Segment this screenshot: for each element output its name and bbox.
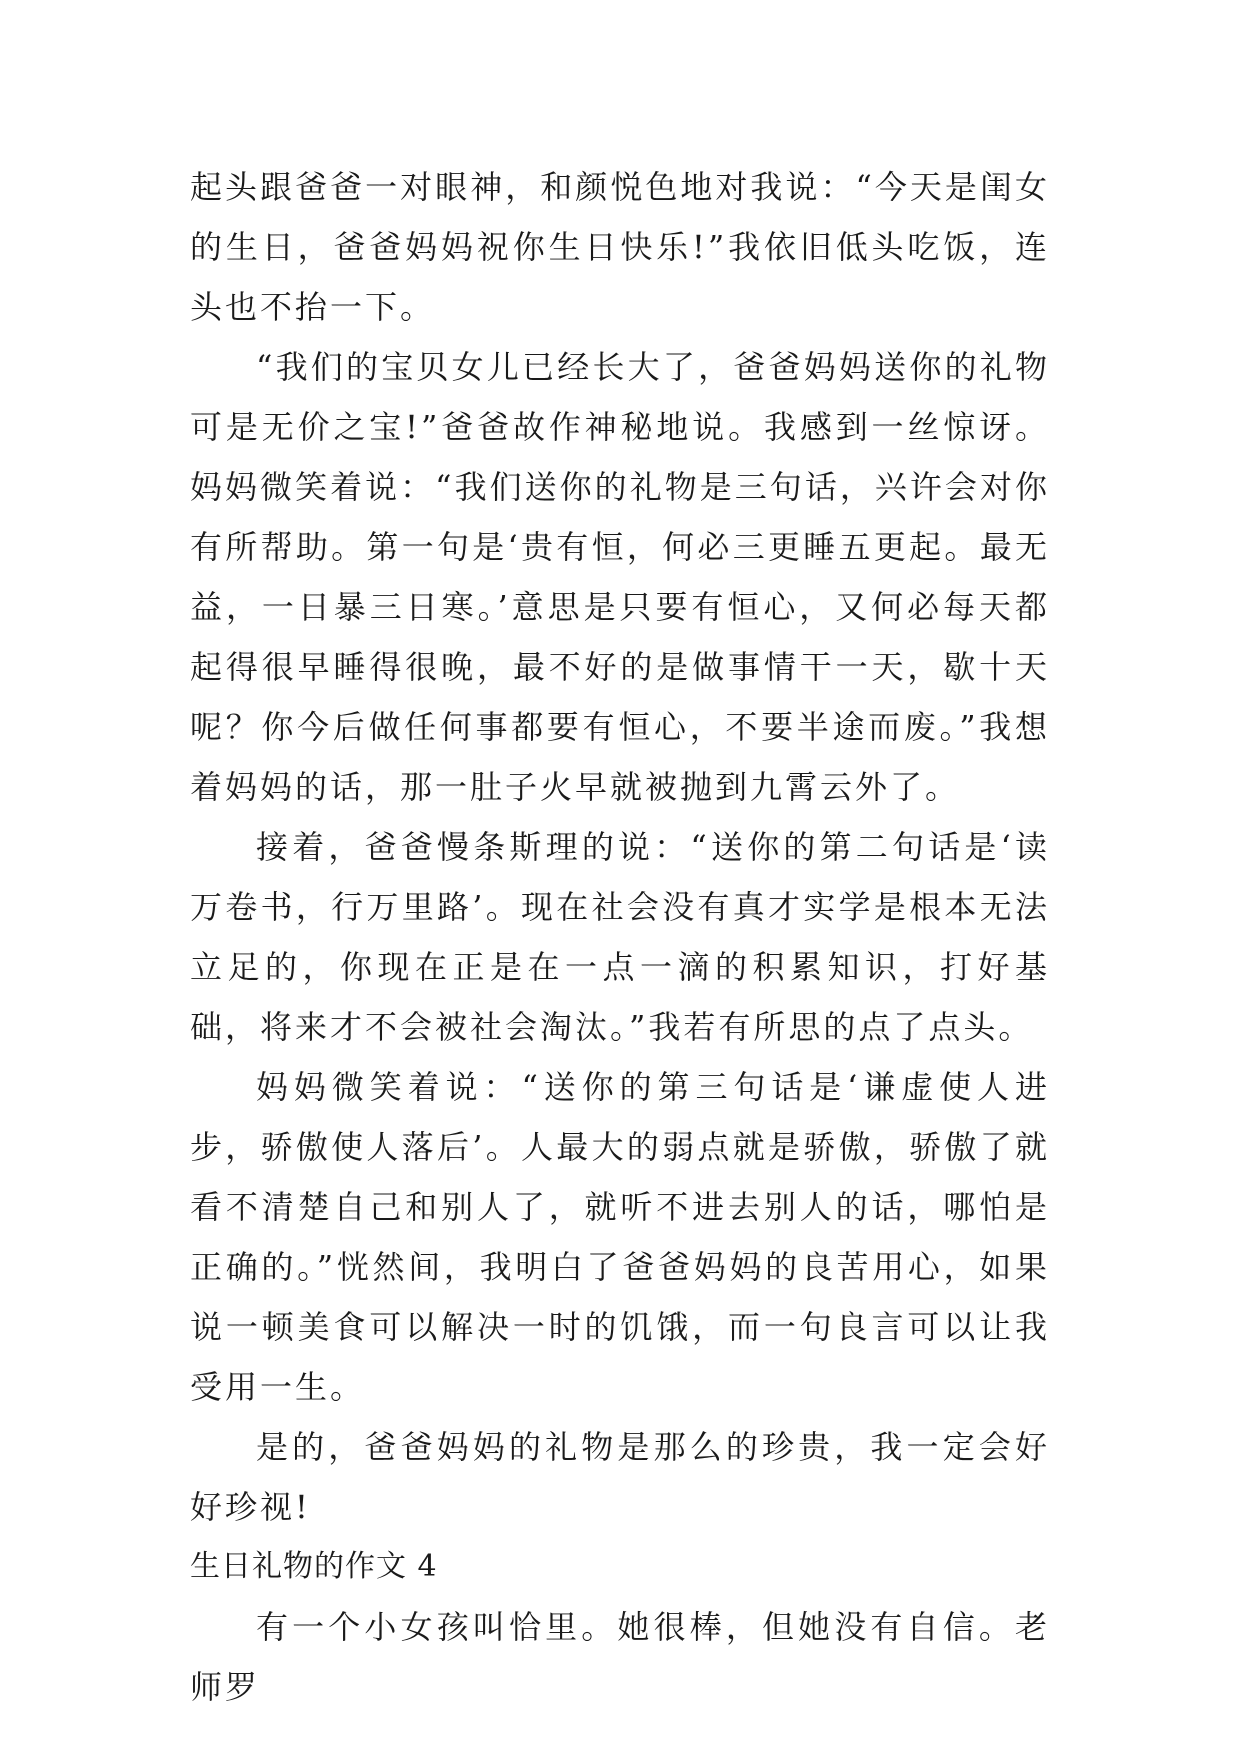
document-body	[190, 157, 1050, 1717]
paragraph-continued: 起头跟爸爸一对眼神，和颜悦色地对我说：“今天是闺女的生日，爸爸妈妈祝你生日快乐!”我依旧低头吃饭，连头也不抬一下。	[190, 168, 1050, 326]
paragraph-third-saying: 妈妈微笑着说：“送你的第三句话是‘谦虚使人进步，骄傲使人落后’。人最大的弱点就是骄傲，骄傲了就看不清楚自己和别人了，就听不进去别人的话，哪怕是正确的。”恍然间，我明白了爸爸妈妈的良苦用心，如果说一顿美食可以解决一时的饥饿，而一句良言可以让我受用一生。	[190, 1068, 1050, 1406]
paragraph-second-saying: 接着，爸爸慢条斯理的说：“送你的第二句话是‘读万卷书，行万里路’。现在社会没有真才实学是根本无法立足的，你现在正是在一点一滴的积累知识，打好基础，将来才不会被社会淘汰。”我若有所思的点了点头。	[190, 828, 1050, 1046]
paragraph-gift-intro: “我们的宝贝女儿已经长大了，爸爸妈妈送你的礼物可是无价之宝!”爸爸故作神秘地说。我感到一丝惊讶。妈妈微笑着说：“我们送你的礼物是三句话，兴许会对你有所帮助。第一句是‘贵有恒，何必三更睡五更起。最无益，一日暴三日寒。’意思是只要有恒心，又何必每天都起得很早睡得很晚，最不好的是做事情干一天，歇十天呢？你今后做任何事都要有恒心，不要半途而废。”我想着妈妈的话，那一肚子火早就被抛到九霄云外了。	[190, 348, 1050, 806]
section-heading: 生日礼物的作文 4	[190, 1549, 438, 1584]
paragraph-new-essay: 有一个小女孩叫恰里。她很棒，但她没有自信。老师罗	[190, 1608, 1050, 1706]
paragraph-conclusion: 是的，爸爸妈妈的礼物是那么的珍贵，我一定会好好珍视!	[190, 1428, 1050, 1526]
